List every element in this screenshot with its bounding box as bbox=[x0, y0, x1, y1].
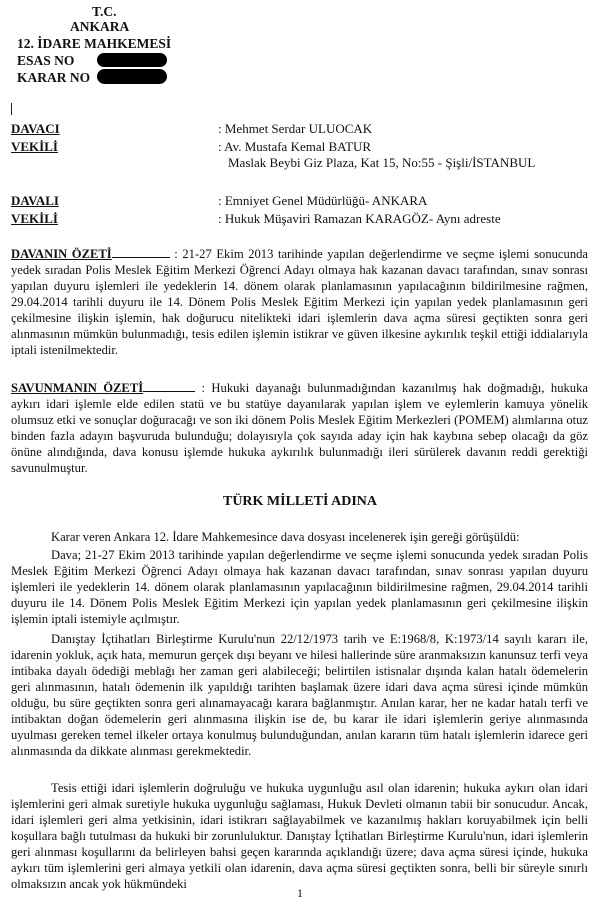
karar-no-redaction bbox=[97, 69, 167, 84]
savunmanin-ozeti-label: SAVUNMANIN ÖZETİ bbox=[11, 381, 144, 395]
davanin-ozeti bbox=[11, 246, 588, 358]
vekili1-row bbox=[11, 139, 536, 170]
savunmanin-ozeti-text: : Hukuki dayanağı bulunmadığından kazanılmış hak doğmadığı, hukuka aykırı idari işlemle elde edilen statü ve bu statüye dayanılarak yapılan işlem ve eylemlerin kamuya yönelik olumsuz etki ve sonuçlar doğuracağı ve son iki dönem Polis Meslek Eğitim Merkezleri (POMEM) alımlarına otuz binden fazla adayın başvuruda bulunduğu; dolayısıyla çok sayıda aday için hak kaybına sebep olacağı da göz önüne alındığında, dava konusu işlemde hukuka aykırılık bulunmadığı ileri sürülerek davanın reddi gerektiği savunulmuştur. bbox=[11, 381, 588, 475]
vekili2-label: VEKİLİ bbox=[11, 211, 58, 226]
body-paragraph-1: Karar veren Ankara 12. İdare Mahkemesince dava dosyası incelenerek işin gereği görüşüldü: bbox=[51, 530, 520, 544]
esas-no-label: ESAS NO bbox=[17, 53, 75, 68]
header-tc: T.C. bbox=[92, 4, 117, 19]
davaci-label: DAVACI bbox=[11, 121, 60, 136]
vekili1-address: Maslak Beybi Giz Plaza, Kat 15, No:55 - Şişli/İSTANBUL bbox=[228, 155, 536, 170]
header-city: ANKARA bbox=[70, 19, 130, 34]
esas-no-redaction bbox=[97, 53, 167, 67]
davali-row bbox=[11, 193, 427, 209]
davali-label: DAVALI bbox=[11, 193, 59, 208]
text-cursor bbox=[11, 103, 12, 115]
davanin-ozeti-text: : 21-27 Ekim 2013 tarihinde yapılan değerlendirme ve seçme işlemi sonucunda yedek sıradan Polis Meslek Eğitim Merkezi Öğrenci Adayı olmaya hak kazanan davacı tarafından, sınav sonrası yapılan duyuru işlemleri ile yedeklerin 14. dönem olarak planlamasının yapılacağının bildirilmesine rağmen, 29.04.2014 tarihli duyuru ile 14. Dönem Polis Meslek Eğitim Merkezi için yapılan yedek planlamasının geri çekilmesine ilişkin işlemin, hak doğurucu nitelikteki idari işlemlerin dava açma süresi geçtikten sonra geri alınmasının mümkün bulunmadığı, tesis edilen işlemin istikrar ve güven ilkesine aykırılık teşkil ettiği iddialarıyla iptali istenilmektedir. bbox=[11, 247, 588, 357]
page-number: 1 bbox=[297, 886, 303, 900]
body-paragraph-2: Dava; 21-27 Ekim 2013 tarihinde yapılan değerlendirme ve seçme işlemi sonucunda yedek sıradan Polis Meslek Eğitim Merkezi Öğrenci Adayı olmaya hak kazanan davacı tarafından, sınav sonrası yapılan duyuru işlemleri ile yedeklerin 14. dönem olarak planlamasının yapılacağının bildirilmesine rağmen, 29.04.2014 tarihli duyuru ile 14. Dönem Polis Meslek Eğitim Merkezi için yapılan yedek planlamasının geri çekilmesine ilişkin işlemin iptali istemiyle açılmıştır. bbox=[11, 548, 588, 626]
vekili2-name: : Hukuk Müşaviri Ramazan KARAGÖZ- Aynı adreste bbox=[218, 211, 501, 226]
savunmanin-ozeti bbox=[11, 380, 588, 476]
body-paragraph-4: Tesis ettiği idari işlemlerin doğruluğu ve hukuka uygunluğu asıl olan idarenin; hukuka aykırı olan idari işlemlerini geri almak suretiyle hukuka uygunluğu sağlaması, Hukuk Devleti olmanın tabii bir sonucudur. Ancak, idari işlemleri geri alma yetkisinin, idari istikrarı sağlayabilmek ve kazanılmış hakları koruyabilmek için belli koşullara bağlı tutulması da hukuki bir zorunluluktur. Danıştay İçtihatları Birleştirme Kurulu'nun, idari işlemlerin geri alınması koşullarını da belirleyen bahsi geçen kararında açıklandığı üzere; dava açma süresi içinde, hukuka aykırı tüm işlemlerini geri almaya yetkili olan idarenin, dava açma süresi geçtikten sonra, belli bir süreyle sınırlı olmaksızın ancak yok hükmündeki bbox=[11, 781, 588, 891]
body-paragraph-3: Danıştay İçtihatları Birleştirme Kurulu'nun 22/12/1973 tarih ve E:1968/8, K:1973/14 sayılı kararı ile, idarenin yokluk, açık hata, memurun gerçek dışı beyanı ve hilesi hallerinde süre aranmaksızın kanunsuz terfi veya intibaka dayalı ödediği meblağı her zaman geri alabileceği; belirtilen istisnalar dışında kalan hatalı ödemelerin geri alınmasının, hatalı ödemenin ilk yapıldığı tarihten başlamak üzere idari dava açma süresi içinde mümkün olduğu, bu süre geçtikten sonra geri alınamayacağı karara bağlanmıştır. Anılan karar, her ne kadar hatalı terfi ve intibaktan doğan ödemelerin geri alınmasına ilişkin ise de, bu karar ile idari işlemlerin geriye alınmasında uyulması gereken temel ilkeler ortaya konulmuş bulunduğundan, anılan kararın tüm hatalı işlemlerin idarece geri alınmasında da dikkate alınması gerekmektedir. bbox=[11, 632, 588, 758]
davanin-ozeti-label: DAVANIN ÖZETİ bbox=[11, 247, 112, 261]
davaci-row bbox=[11, 121, 372, 137]
header-court: 12. İDARE MAHKEMESİ bbox=[17, 36, 172, 51]
vekili1-name: : Av. Mustafa Kemal BATUR bbox=[218, 139, 372, 154]
davaci-name: : Mehmet Serdar ULUOCAK bbox=[218, 121, 373, 136]
vekili1-label: VEKİLİ bbox=[11, 139, 58, 154]
vekili2-row bbox=[11, 211, 501, 227]
davali-name: : Emniyet Genel Müdürlüğü- ANKARA bbox=[218, 193, 428, 208]
karar-no-label: KARAR NO bbox=[17, 70, 91, 85]
section-title: TÜRK MİLLETİ ADINA bbox=[222, 494, 378, 509]
